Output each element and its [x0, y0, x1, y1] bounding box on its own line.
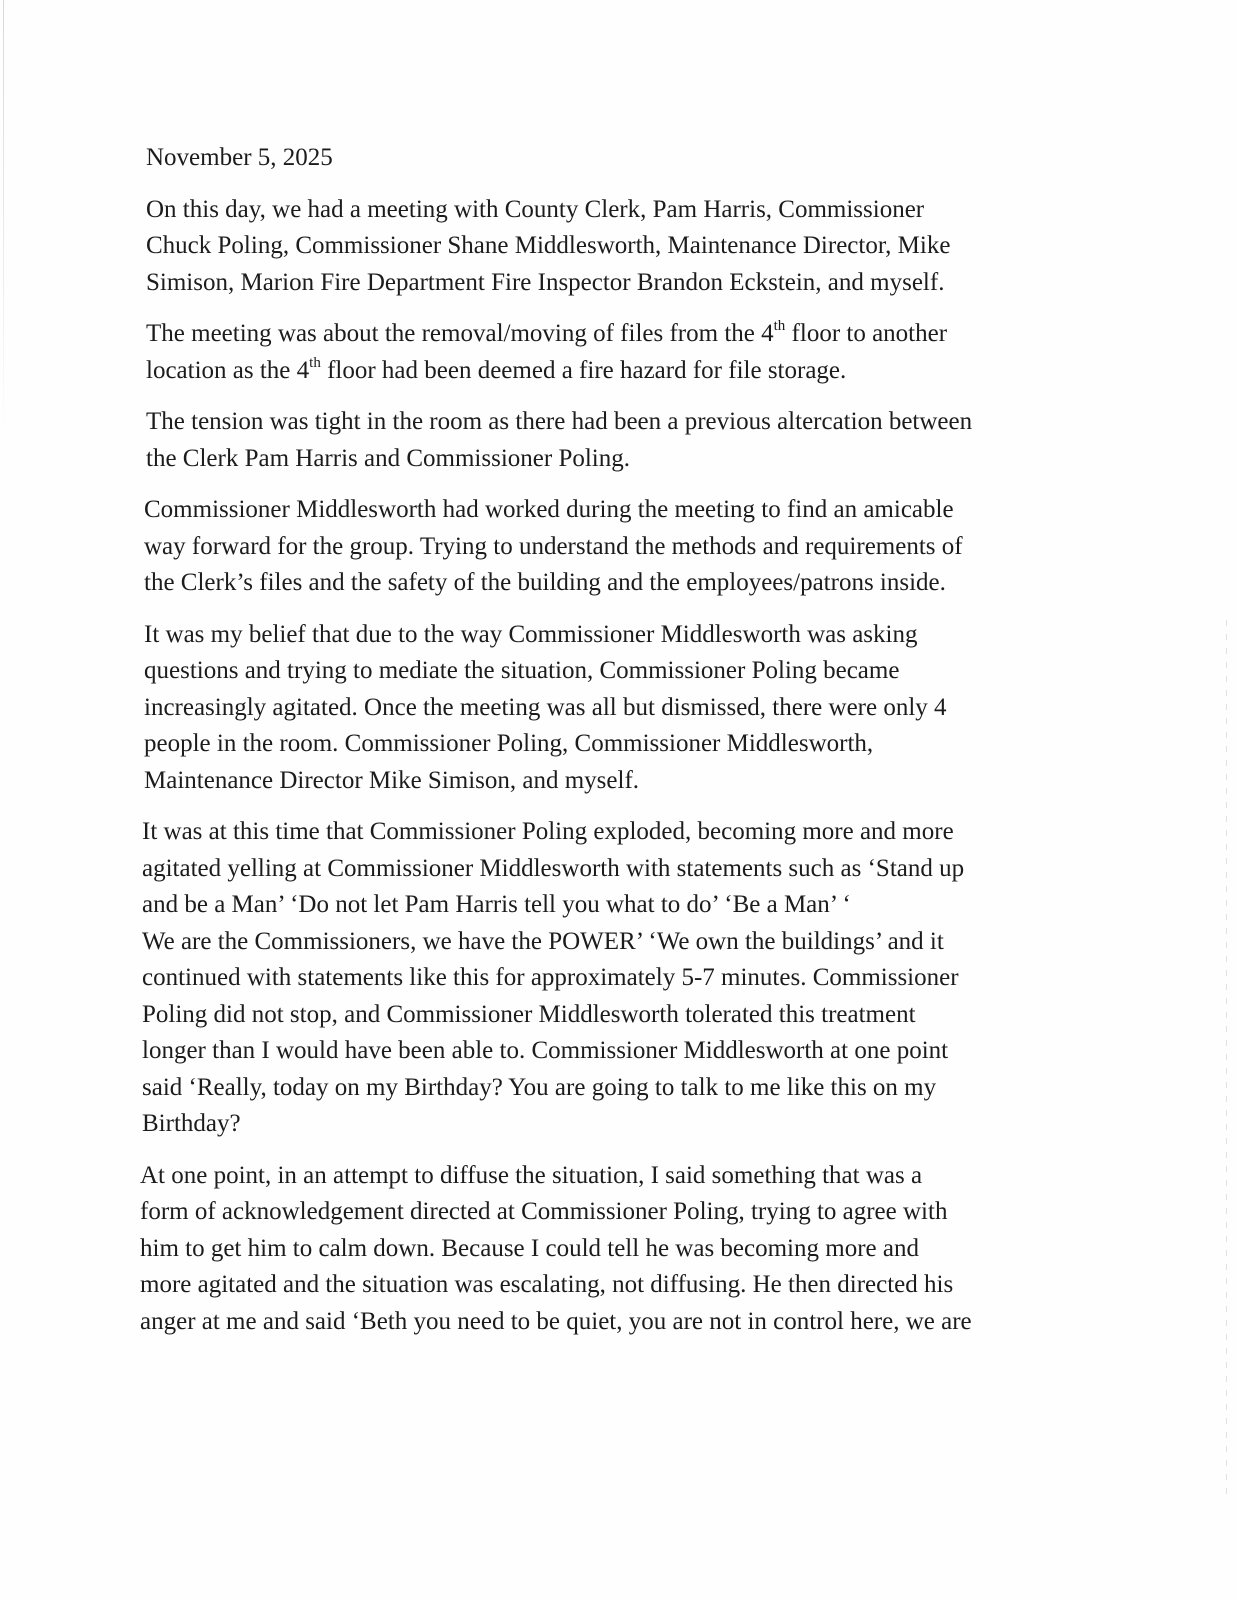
text-line: Birthday? — [142, 1110, 241, 1137]
text-line: questions and trying to mediate the situation, Commissioner Poling became — [144, 657, 900, 684]
ordinal-suffix: th — [309, 354, 321, 371]
text-segment: floor had been deemed a fire hazard for file storage. — [320, 356, 847, 384]
text-line: Chuck Poling, Commissioner Shane Middlesworth, Maintenance Director, Mike — [146, 232, 951, 259]
text-line: At one point, in an attempt to diffuse the situation, I said something that was a — [140, 1161, 923, 1189]
text-line: It was at this time that Commissioner Poling exploded, becoming more and more — [142, 818, 954, 845]
ordinal-suffix: th — [773, 318, 786, 334]
text-line — [146, 353, 1074, 390]
text-line: the Clerk’s files and the safety of the building and the employees/patrons inside. — [144, 569, 946, 596]
text-line: The tension was tight in the room as there had been a previous altercation between — [146, 408, 973, 435]
text-line: longer than I would have been able to. Commissioner Middlesworth at one point — [142, 1037, 949, 1064]
text-line: form of acknowledgement directed at Commissioner Poling, trying to agree with — [140, 1198, 948, 1225]
text-line: way forward for the group. Trying to understand the methods and requirements of — [144, 532, 963, 560]
text-line: agitated yelling at Commissioner Middlesworth with statements such as ‘Stand up — [142, 854, 965, 882]
text-segment: location as the 4 — [146, 356, 310, 384]
text-line: Maintenance Director Mike Simison, and myself. — [144, 766, 640, 794]
text-line: said ‘Really, today on my Birthday? You are going to talk to me like this on my — [142, 1073, 937, 1101]
text-line — [146, 316, 1074, 353]
text-line: more agitated and the situation was escalating, not diffusing. He then directed his — [140, 1271, 954, 1298]
paragraph-outburst — [142, 814, 1074, 1143]
text-line: anger at me and said ‘Beth you need to be quiet, you are not in control here, we are — [140, 1307, 972, 1335]
text-line: Commissioner Middlesworth had worked during the meeting to find an amicable — [144, 496, 954, 523]
text-segment: The meeting was about the removal/moving of files from the 4 — [146, 320, 774, 347]
paragraph-agitation — [144, 617, 1074, 800]
text-line: and be a Man’ ‘Do not let Pam Harris tell you what to do’ ‘Be a Man’ ‘ — [142, 891, 851, 918]
paragraph-mediation — [144, 492, 1074, 602]
text-line: On this day, we had a meeting with County Clerk, Pam Harris, Commissioner — [146, 195, 925, 223]
text-line: Simison, Marion Fire Department Fire Inspector Brandon Eckstein, and myself. — [146, 268, 945, 296]
text-line: increasingly agitated. Once the meeting was all but dismissed, there were only 4 — [144, 693, 947, 721]
text-line: We are the Commissioners, we have the POWER’ ‘We own the buildings’ and it — [142, 927, 944, 955]
text-line: Poling did not stop, and Commissioner Middlesworth tolerated this treatment — [142, 1000, 916, 1028]
text-line: him to get him to calm down. Because I could tell he was becoming more and — [140, 1234, 919, 1262]
text-segment: floor to another — [785, 320, 948, 347]
text-line: the Clerk Pam Harris and Commissioner Poling. — [146, 444, 630, 472]
paragraph-meeting-purpose — [146, 316, 1074, 389]
scan-edge-mark — [1226, 620, 1227, 1500]
paragraph-meeting-attendees — [146, 192, 1074, 302]
letter-body — [140, 140, 1074, 1355]
text-line: It was my belief that due to the way Commissioner Middlesworth was asking — [144, 620, 918, 648]
letter-date: November 5, 2025 — [146, 144, 333, 171]
text-line: people in the room. Commissioner Poling, Commissioner Middlesworth, — [144, 730, 874, 757]
paragraph-tension — [146, 404, 1074, 477]
paragraph-deescalation — [140, 1158, 1074, 1341]
scan-edge-mark — [3, 0, 4, 440]
text-line: continued with statements like this for approximately 5-7 minutes. Commissioner — [142, 964, 959, 991]
